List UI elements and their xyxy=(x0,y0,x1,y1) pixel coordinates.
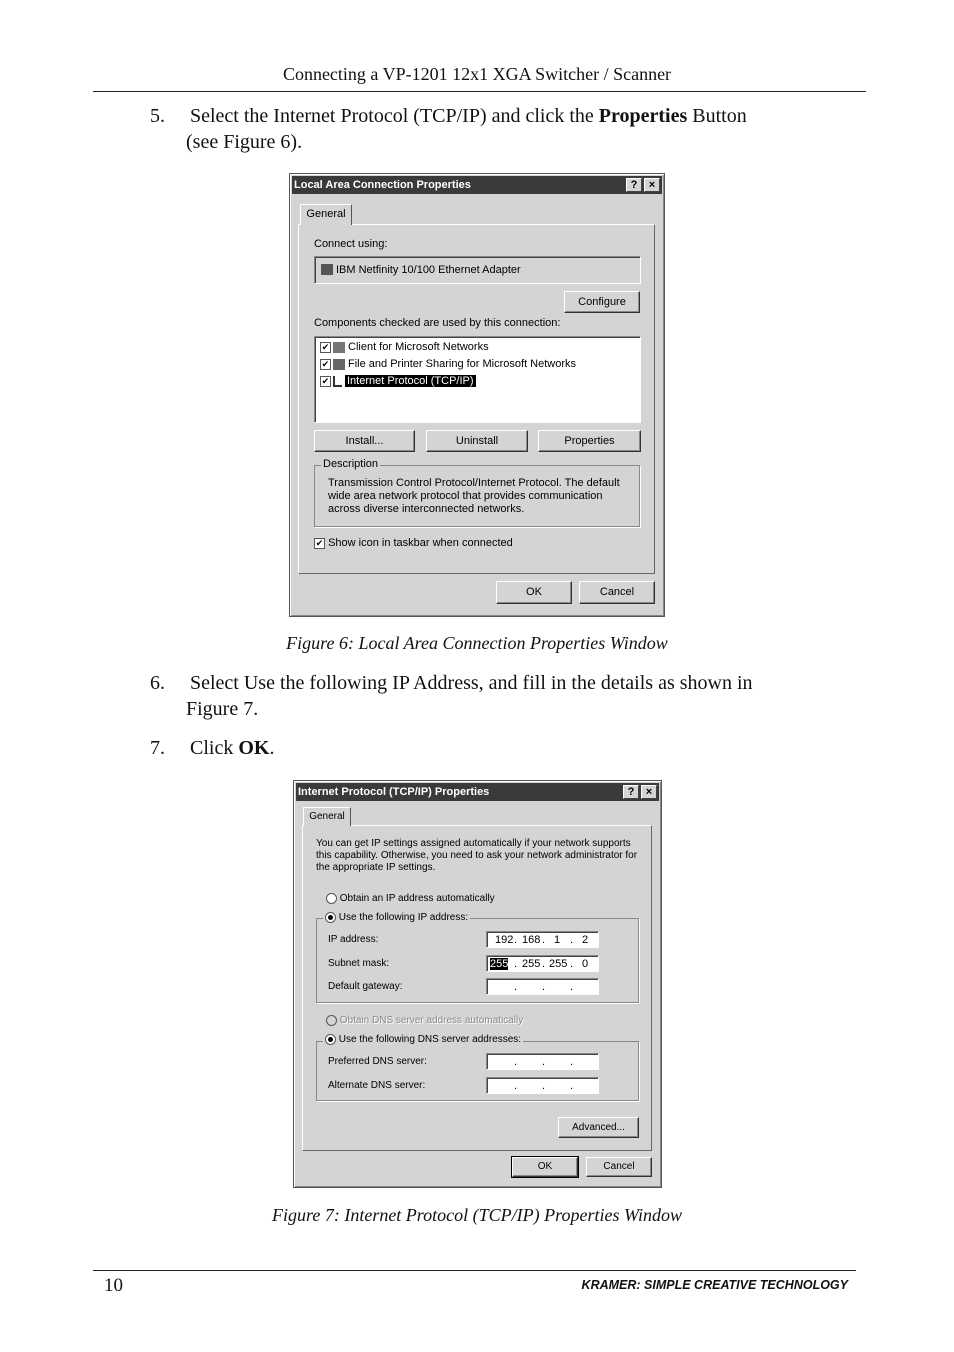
description-line-1: Transmission Control Protocol/Internet Protocol. The default xyxy=(328,477,620,489)
preferred-dns-input[interactable]: . . . xyxy=(486,1053,599,1070)
ip-address-input[interactable]: 192 . 168 . 1 . 2 xyxy=(486,931,599,948)
list-item-label: Internet Protocol (TCP/IP) xyxy=(347,375,474,387)
running-header: Connecting a VP-1201 12x1 XGA Switcher / Scanner xyxy=(282,64,672,84)
components-list[interactable] xyxy=(314,336,641,423)
step-number: 5. xyxy=(150,105,165,127)
step-number: 6. xyxy=(150,672,165,694)
close-button[interactable]: × xyxy=(641,785,657,799)
network-adapter-icon xyxy=(321,264,333,275)
file-printer-sharing-icon xyxy=(333,359,345,370)
default-gateway-label: Default gateway: xyxy=(328,981,403,992)
show-icon-label: Show icon in taskbar when connected xyxy=(328,537,513,549)
default-gateway-input[interactable]: . . . xyxy=(486,978,599,995)
use-following-dns-radio[interactable] xyxy=(325,1034,336,1045)
properties-button[interactable]: Properties xyxy=(538,430,641,452)
obtain-dns-auto-option[interactable] xyxy=(326,1015,523,1026)
local-area-connection-dialog xyxy=(289,173,665,617)
step-text: Click xyxy=(190,737,239,759)
use-following-ip-radio[interactable] xyxy=(325,912,336,923)
step-number: 7. xyxy=(150,737,165,759)
page-number: 10 xyxy=(104,1275,123,1296)
figure-7-caption: Figure 7: Internet Protocol (TCP/IP) Properties Window xyxy=(272,1205,682,1225)
preferred-dns-label: Preferred DNS server: xyxy=(328,1056,427,1067)
ok-button[interactable]: OK xyxy=(512,1157,578,1177)
use-following-ip-label: Use the following IP address: xyxy=(338,912,469,924)
list-item[interactable] xyxy=(320,358,576,370)
step-continuation: (see Figure 6). xyxy=(186,131,303,153)
list-item-label: File and Printer Sharing for Microsoft Networks xyxy=(348,358,577,370)
dialog-titlebar xyxy=(296,783,659,801)
use-following-dns-label: Use the following DNS server addresses: xyxy=(338,1034,522,1046)
description-line-2: wide area network protocol that provides communication xyxy=(328,490,603,502)
checkbox[interactable]: ✔ xyxy=(321,375,330,386)
checkbox[interactable]: ✔ xyxy=(321,341,330,352)
install-button[interactable]: Install... xyxy=(314,430,415,452)
list-item-label: Client for Microsoft Networks xyxy=(348,341,489,353)
show-icon-checkbox[interactable]: ✔ xyxy=(315,537,324,548)
list-item[interactable] xyxy=(320,341,489,353)
footer-tagline: KRAMER: SIMPLE CREATIVE TECHNOLOGY xyxy=(581,1278,848,1292)
cancel-button[interactable]: Cancel xyxy=(579,581,655,604)
dialog-titlebar xyxy=(292,176,662,194)
figure-6-caption: Figure 6: Local Area Connection Properties Window xyxy=(286,633,668,653)
step-bold: OK xyxy=(238,737,270,759)
dialog-title: Local Area Connection Properties xyxy=(294,179,471,191)
use-following-ip-option[interactable] xyxy=(323,912,470,923)
close-button[interactable]: × xyxy=(644,178,660,192)
use-following-dns-option[interactable] xyxy=(323,1034,523,1045)
intro-line-3: the appropriate IP settings. xyxy=(316,862,436,873)
step-5 xyxy=(150,103,747,155)
configure-button[interactable]: Configure xyxy=(564,291,640,313)
step-text: Select Use the following IP Address, and fill in the details as shown in xyxy=(190,672,753,694)
components-label: Components checked are used by this connection: xyxy=(314,317,561,329)
ip-address-label: IP address: xyxy=(328,934,379,945)
alternate-dns-label: Alternate DNS server: xyxy=(328,1080,426,1091)
ok-button[interactable]: OK xyxy=(496,581,572,604)
intro-line-2: this capability. Otherwise, you need to ask your network administrator for xyxy=(316,850,638,861)
subnet-mask-label: Subnet mask: xyxy=(328,958,390,969)
step-bold: Properties xyxy=(598,105,688,127)
adapter-name: IBM Netfinity 10/100 Ethernet Adapter xyxy=(336,263,521,276)
network-client-icon xyxy=(333,342,345,353)
connect-using-label: Connect using: xyxy=(314,238,388,250)
help-button[interactable]: ? xyxy=(623,785,639,799)
uninstall-button[interactable]: Uninstall xyxy=(426,430,528,452)
description-line-3: across diverse interconnected networks. xyxy=(328,503,525,515)
step-text-after: . xyxy=(269,737,275,759)
tcpip-properties-dialog xyxy=(293,780,662,1188)
tab-general[interactable]: General xyxy=(303,807,351,826)
help-button[interactable]: ? xyxy=(626,178,642,192)
obtain-ip-auto-radio[interactable] xyxy=(326,893,337,904)
description-legend: Description xyxy=(323,458,379,470)
obtain-ip-auto-option[interactable] xyxy=(326,893,495,904)
step-continuation: Figure 7. xyxy=(186,698,259,720)
step-7 xyxy=(150,735,274,761)
adapter-field xyxy=(314,256,641,284)
list-item-selected[interactable] xyxy=(320,375,476,387)
header-rule xyxy=(93,91,866,92)
tab-general[interactable]: General xyxy=(300,204,352,225)
advanced-button[interactable]: Advanced... xyxy=(558,1117,639,1138)
cancel-button[interactable]: Cancel xyxy=(586,1157,652,1177)
step-6 xyxy=(150,670,753,722)
step-text: Select the Internet Protocol (TCP/IP) and click the xyxy=(190,105,599,127)
step-text-after: Button xyxy=(687,105,747,127)
intro-line-1: You can get IP settings assigned automatically if your network supports xyxy=(316,838,631,849)
show-icon-option[interactable] xyxy=(314,537,513,549)
dialog-title: Internet Protocol (TCP/IP) Properties xyxy=(298,786,490,798)
checkbox[interactable]: ✔ xyxy=(321,358,330,369)
obtain-dns-auto-radio[interactable] xyxy=(326,1015,337,1026)
obtain-ip-auto-label: Obtain an IP address automatically xyxy=(339,893,495,905)
subnet-mask-input[interactable]: 255 . 255 . 255 . 0 xyxy=(486,955,599,972)
alternate-dns-input[interactable]: . . . xyxy=(486,1077,599,1094)
obtain-dns-auto-label: Obtain DNS server address automatically xyxy=(339,1015,524,1027)
protocol-icon xyxy=(333,376,342,387)
footer-rule xyxy=(93,1270,856,1271)
